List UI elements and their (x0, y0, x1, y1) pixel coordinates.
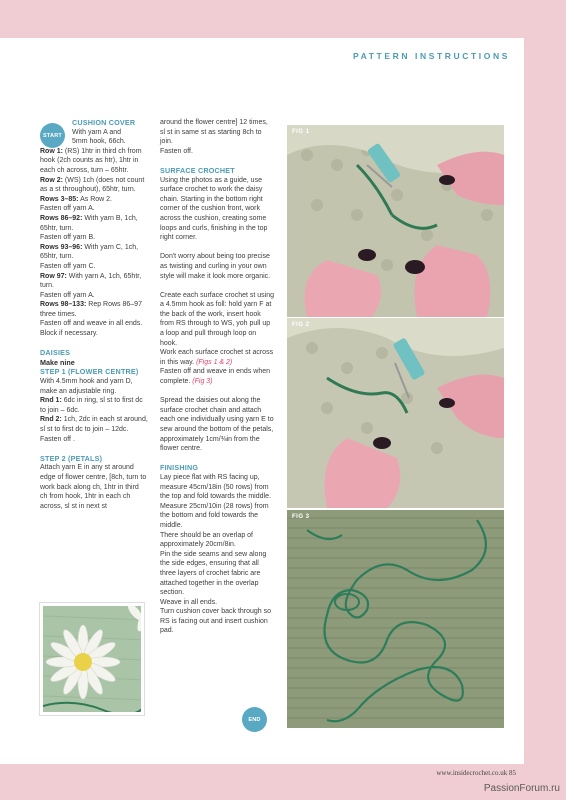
daisies-heading: DAISIES (40, 348, 71, 358)
top-pink-band (0, 0, 566, 38)
row-1-label: Row 1: (40, 147, 63, 155)
row-2-label: Row 2: (40, 176, 63, 184)
right-pink-band (524, 38, 566, 800)
create-stitch-text (160, 291, 274, 387)
fig-3-label: FIG 3 (292, 514, 310, 520)
row-97-text: With yarn A, 1ch, 65htr, turn. Fasten off yarn A. (40, 272, 142, 299)
surface-crochet-heading: SURFACE CROCHET (160, 165, 235, 175)
cushion-cover-section (40, 118, 148, 147)
row-97 (40, 272, 148, 301)
rows-86-92 (40, 214, 148, 243)
rows-3-85 (40, 195, 148, 214)
spread-daisies-text: Spread the daisies out along the surface crochet chain and attach each one individually using yarn E to sew around the bottom of the petals, approximately 1cm/⅜in from the flower centre. (160, 397, 274, 453)
rnd-1-text: 6dc in ring, sl st to first dc to join – 6dc. (40, 397, 143, 414)
column-left (40, 118, 148, 511)
rnd-1-label: Rnd 1: (40, 397, 62, 405)
daisy-photo (40, 603, 144, 715)
fasten-text: Fasten off and weave in ends when complete. (160, 368, 271, 386)
row-1-text: (RS) 1htr in third ch from hook (2ch counts as htr), 1htr in each ch across, turn – 65htr. (40, 147, 142, 174)
fig-2-illustration (287, 318, 504, 508)
start-badge: START (40, 123, 65, 148)
footer-url-page: www.insidecrochet.co.uk 85 (436, 769, 516, 777)
rnd-2-label: Rnd 2: (40, 416, 62, 424)
column-middle (160, 118, 274, 636)
fig-1-illustration (287, 125, 504, 317)
finishing-heading: FINISHING (160, 463, 199, 473)
rows-93-96 (40, 243, 148, 272)
row-2-text: (WS) 1ch (does not count as a st throughout), 65htr, turn. (40, 176, 145, 194)
surface-crochet-text: Using the photos as a guide, use surface crochet to work the daisy chain. Starting in the bottom right corner of the cushion front, work across the cushion, creating some loops and curls, finishing in the top right corner. (160, 176, 268, 242)
rows-93-96-text: With yarn C, 1ch, 65htr, turn. Fasten off yarn C. (40, 243, 139, 270)
rows-98-133-text: Rep Rows 86–97 three times. Fasten off and weave in all ends. Block if necessary. (40, 301, 143, 338)
row-97-label: Row 97: (40, 272, 67, 280)
daisy-illustration (43, 606, 144, 715)
finishing-text: Lay piece flat with RS facing up, measure 45cm/18in (50 rows) from the top and fold towards the middle. Measure 25cm/10in (28 rows) from the bottom and fold towards the middle. There should be an overlap of approximately 20cm/8in. Pin the side seams and sew along the side edges, ensuring that all three layers of crochet fabric are attached together in the overlap section. Weave in all ends. Turn cushion cover back through so RS is facing out and insert cushion pad. (160, 473, 272, 635)
fig-2-label: FIG 2 (292, 322, 310, 328)
fig-1-label: FIG 1 (292, 129, 310, 135)
cushion-cover-heading: CUSHION COVER (72, 118, 136, 127)
rows-98-133-label: Rows 98–133: (40, 301, 87, 309)
rows-3-85-text: As Row 2. Fasten off yarn A. (40, 195, 112, 213)
row-2 (40, 176, 148, 195)
worry-text: Don't worry about being too precise as twisting and curling in your own style will make it look more organic. (160, 253, 271, 280)
rows-86-92-text: With yarn B, 1ch, 65htr, turn. Fasten off yarn B. (40, 214, 138, 242)
cushion-intro: With yarn A and 5mm hook, 66ch. (72, 128, 126, 146)
rows-86-92-label: Rows 86–92: (40, 214, 83, 222)
rnd-2-text: 1ch, 2dc in each st around, sl st to first dc to join – 12dc. Fasten off . (40, 416, 148, 443)
rows-93-96-label: Rows 93–96: (40, 243, 83, 251)
create-text: Create each surface crochet st using a 4.5mm hook as foll: hold yarn F at the back of the work, insert hook from RS through to WS, yoh pull up a loop and pull through loop on hook. Work each surface crochet st across in this way. (160, 291, 275, 366)
step-1-text: With 4.5mm hook and yarn D, make an adjustable ring. (40, 378, 133, 395)
rnd-1 (40, 396, 148, 415)
make-nine: Make nine (40, 357, 75, 367)
petals-continued: around the flower centre] 12 times, sl st in same st as starting 8ch to join. Fasten off. (160, 119, 268, 155)
figure-3-photo (287, 510, 504, 728)
step-2-text: Attach yarn E in any st around edge of flower centre, [8ch, turn to work back along ch, 1htr in third ch from hook, 1htr in each ch across, sl st in next st (40, 464, 147, 510)
rows-98-133 (40, 300, 148, 338)
step-2-heading: STEP 2 (PETALS) (40, 453, 103, 463)
rnd-2 (40, 415, 148, 444)
page-header-title: PATTERN INSTRUCTIONS (353, 51, 510, 61)
figs-1-2-reference: (Figs 1 & 2) (196, 358, 233, 366)
fig-3-reference: (Fig 3) (192, 378, 213, 386)
rows-3-85-label: Rows 3–85: (40, 195, 79, 203)
row-1 (40, 147, 148, 176)
figure-2-photo (287, 318, 504, 508)
end-badge: END (242, 707, 267, 732)
watermark: PassionForum.ru (483, 783, 560, 794)
step-1-heading: STEP 1 (FLOWER CENTRE) (40, 367, 139, 377)
fig-3-illustration (287, 510, 504, 728)
figure-1-photo (287, 125, 504, 317)
